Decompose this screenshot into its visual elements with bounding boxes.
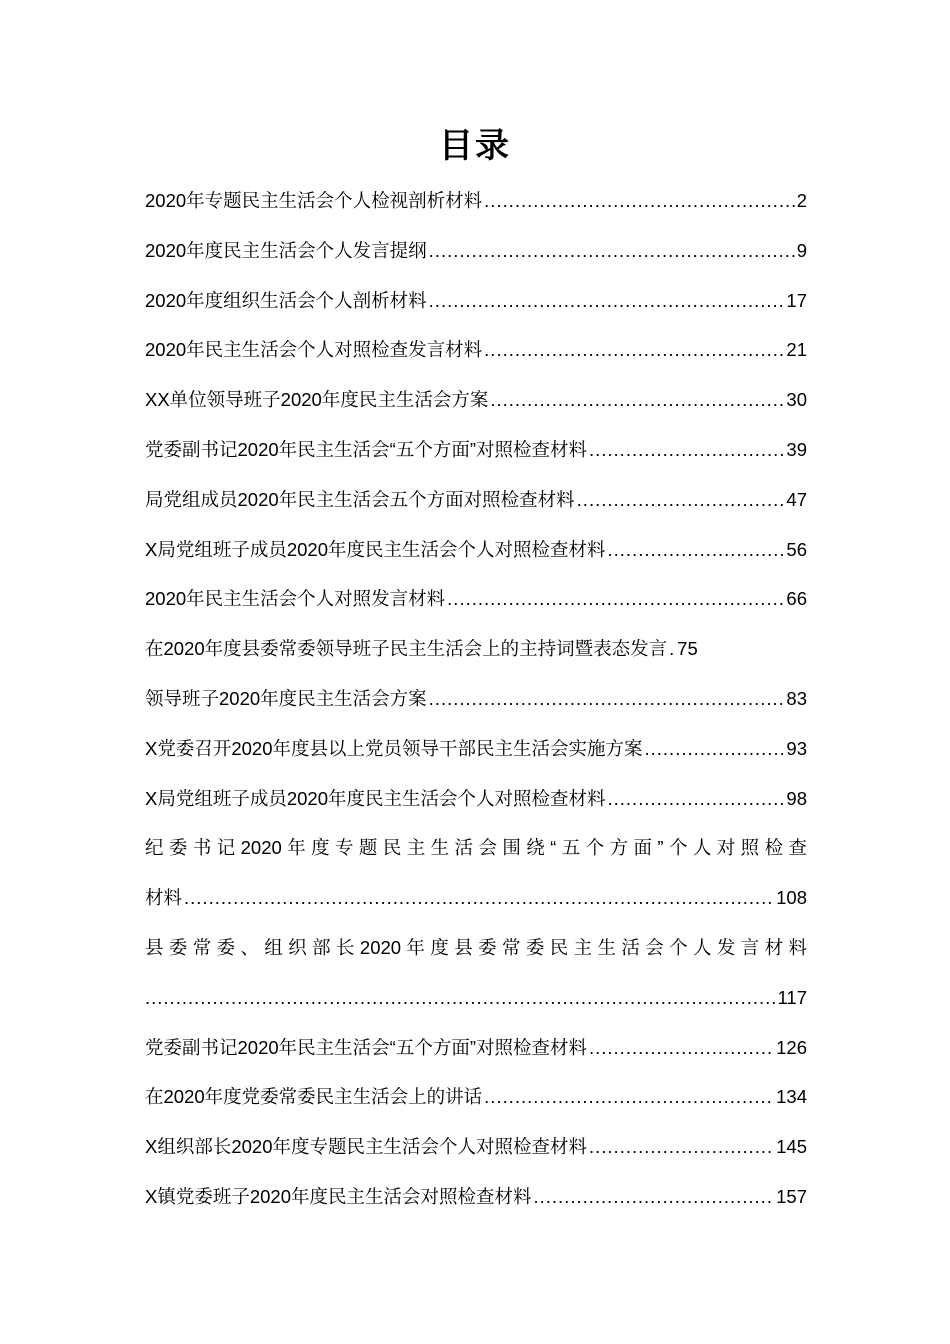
toc-dot-leader [577,475,785,525]
toc-entry [145,724,807,774]
toc-dot-leader [429,226,795,276]
toc-dot-leader [484,1072,774,1122]
toc-entry [145,823,807,923]
toc-entry-title: X党委召开2020年度县以上党员领导干部民主生活会实施方案 [145,737,643,759]
toc-entry-page: 21 [786,339,807,361]
toc-entry [145,624,807,674]
toc-entry-page: 117 [777,986,807,1008]
toc-entry [145,923,807,1023]
toc-entry-title: 党委副书记2020年民主生活会“五个方面”对照检查材料 [145,1036,587,1058]
toc-entry [145,226,807,276]
toc-dot-leader [589,425,784,475]
toc-entry-page: 56 [786,538,807,560]
toc-dot-leader [608,774,785,824]
toc-dot-leader [534,1172,775,1222]
toc-entry-page: 93 [786,737,807,759]
toc-entry-title: 在2020年度党委常委民主生活会上的讲话 [145,1086,483,1108]
toc-entry [145,1072,807,1122]
toc-dot-leader [645,724,785,774]
toc-entry-title: X局党组班子成员2020年度民主生活会个人对照检查材料 [145,787,606,809]
toc-dot-leader [447,574,784,624]
toc-dot-leader [589,1122,774,1172]
toc-entry-title-line2: 材料 [145,887,183,909]
toc-dot-leader [145,973,776,1023]
toc-entry-title: 党委副书记2020年民主生活会“五个方面”对照检查材料 [145,438,587,460]
toc-entry-title-line1: 纪委书记2020年度专题民主生活会围绕“五个方面”个人对照检查 [145,837,807,859]
toc-dot-leader [484,325,784,375]
toc-entry-page: 9 [796,239,807,261]
toc-entry [145,1023,807,1073]
toc-dot-leader [184,873,774,923]
toc-entry-title: 2020年度组织生活会个人剖析材料 [145,289,427,311]
toc-entry-title: 2020年度民主生活会个人发言提纲 [145,239,427,261]
toc-entry [145,525,807,575]
toc-entry [145,1172,807,1222]
toc-entry-title: 2020年民主生活会个人对照发言材料 [145,588,446,610]
toc-entry-title: 局党组成员2020年民主生活会五个方面对照检查材料 [145,488,575,510]
toc-dot-leader [608,525,785,575]
toc-entry-page: 126 [776,1036,807,1058]
toc-entry-title: 2020年民主生活会个人对照检查发言材料 [145,339,483,361]
toc-list [145,176,807,1222]
toc-dot-leader [429,674,785,724]
toc-entry-page: 98 [786,787,807,809]
toc-entry [145,325,807,375]
toc-dot-leader [484,176,795,226]
toc-entry [145,574,807,624]
toc-dot-leader [589,1023,774,1073]
toc-dot-leader [490,375,784,425]
toc-dot-leader [429,276,785,326]
toc-entry-title: X镇党委班子2020年度民主生活会对照检查材料 [145,1185,532,1207]
toc-entry [145,375,807,425]
toc-entry-page: 108 [776,887,807,909]
toc-entry [145,1122,807,1172]
toc-entry-page: 83 [786,687,807,709]
toc-entry-title: 在2020年度县委常委领导班子民主生活会上的主持词暨表态发言 [145,638,668,660]
toc-entry [145,276,807,326]
toc-entry-page: 30 [786,389,807,411]
toc-entry-page: 157 [776,1185,807,1207]
toc-entry [145,774,807,824]
toc-entry [145,674,807,724]
toc-entry-page: 17 [786,289,807,311]
toc-entry-title: 2020年专题民主生活会个人检视剖析材料 [145,190,483,211]
toc-entry-page: 47 [786,488,807,510]
toc-entry-page: 145 [776,1136,807,1158]
toc-entry-title: X局党组班子成员2020年度民主生活会个人对照检查材料 [145,538,606,560]
toc-entry-page: 2 [796,190,807,211]
toc-entry-page: 75 [677,638,698,660]
toc-entry-page: 66 [786,588,807,610]
toc-entry [145,176,807,226]
toc-dot-leader [669,624,675,674]
toc-entry [145,425,807,475]
toc-entry-page: 134 [776,1086,807,1108]
toc-entry [145,475,807,525]
toc-entry-title: 领导班子2020年度民主生活会方案 [145,687,427,709]
toc-entry-title: X组织部长2020年度专题民主生活会个人对照检查材料 [145,1136,587,1158]
toc-entry-title: XX单位领导班子2020年度民主生活会方案 [145,389,489,411]
toc-entry-title-line1: 县委常委、组织部长2020年度县委常委民主生活会个人发言材料 [145,936,807,958]
toc-entry-page: 39 [786,438,807,460]
toc-title: 目录 [439,126,511,166]
